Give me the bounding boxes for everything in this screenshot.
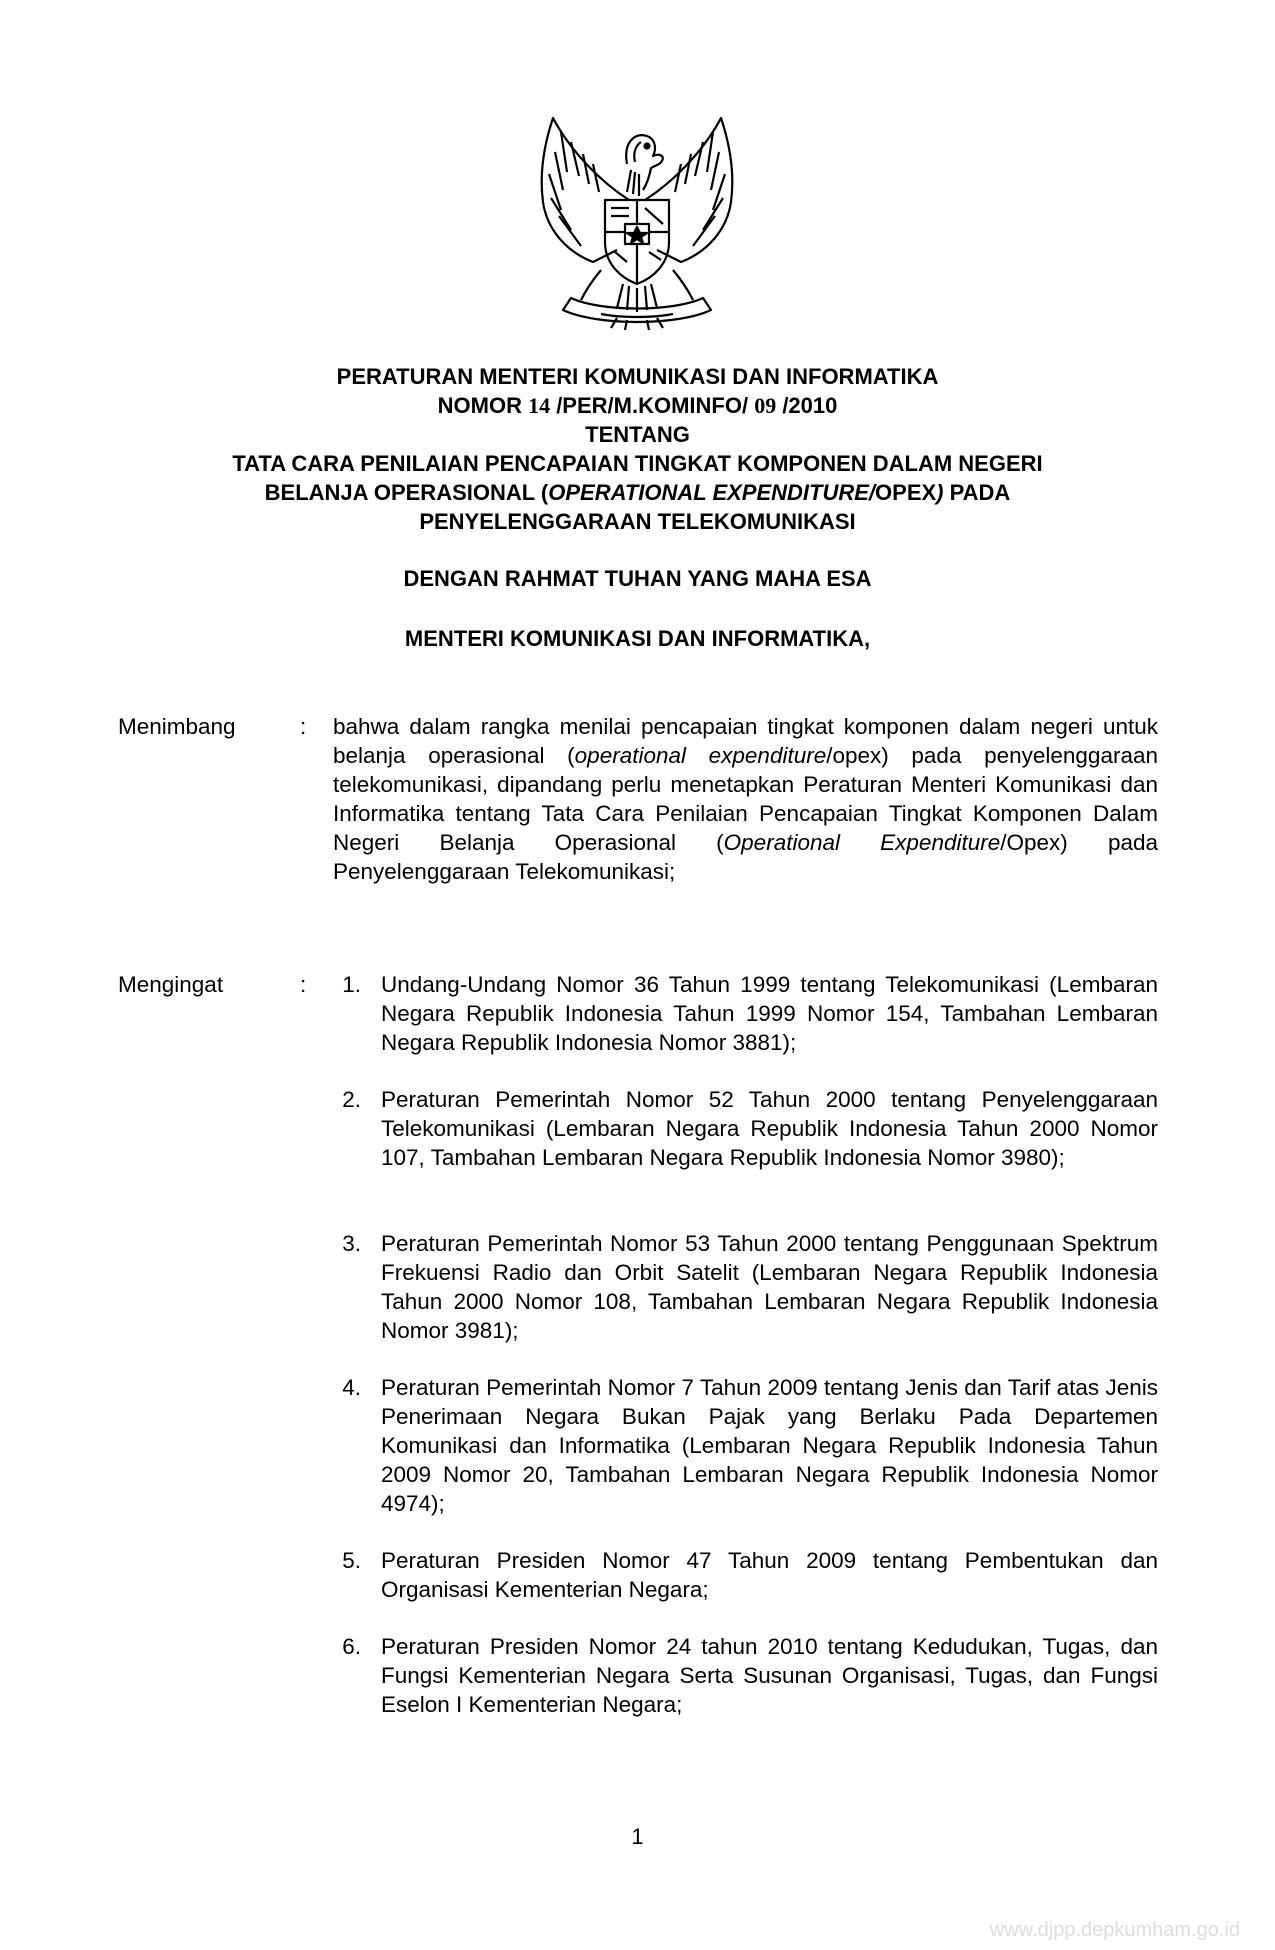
opex-pre: BELANJA OPERASIONAL ( [264, 480, 549, 505]
item-number: 1. [342, 972, 361, 997]
menimbang-text-3: /Opex) pada Penyelenggaraan Telekomunikasi; [333, 830, 1158, 884]
minister-heading: MENTERI KOMUNIKASI DAN INFORMATIKA, [404, 626, 871, 651]
menimbang-italic-2: Operational Expenditure [723, 830, 1001, 855]
regulation-title [100, 362, 1175, 536]
item-number: 2. [342, 1087, 361, 1112]
item-text: Peraturan Pemerintah Nomor 52 Tahun 2000 tentang Penyelenggaraan Telekomunikasi (Lembaran Negara Republik Indonesia Tahun 2000 Nomor 107, Tambahan Lembaran Negara Republik Indonesia Nomor 3980); [381, 1087, 1158, 1170]
item-number: 6. [342, 1634, 361, 1659]
menimbang-label: Menimbang [118, 714, 236, 739]
title-line-tentang: TENTANG [585, 422, 690, 447]
title-line-opex [100, 478, 1175, 507]
opex-close: ) [936, 480, 944, 505]
mengingat-colon: : [300, 972, 307, 997]
nomor-number: 14 [528, 393, 551, 418]
mengingat-label: Mengingat [118, 972, 224, 997]
nomor-year: /2010 [776, 393, 838, 418]
nomor-month: 09 [754, 393, 777, 418]
invocation-heading: DENGAN RAHMAT TUHAN YANG MAHA ESA [403, 566, 872, 591]
menimbang-text-1: bahwa dalam rangka menilai pencapaian tingkat komponen dalam negeri untuk belanja operasional ( [333, 714, 1158, 768]
source-watermark: www.djpp.depkumham.go.id [989, 1919, 1240, 1941]
title-line-subject: TATA CARA PENILAIAN PENCAPAIAN TINGKAT KOMPONEN DALAM NEGERI [232, 451, 1043, 476]
item-number: 4. [342, 1375, 361, 1400]
menimbang-italic-1: operational expenditure [574, 743, 827, 768]
menimbang-text-2: /opex) pada penyelenggaraan telekomunikasi, dipandang perlu menetapkan Peraturan Menteri Komunikasi dan Informatika tentang Tata Cara Penilaian Pencapaian Tingkat Komponen Dalam Negeri Belanja Operasional ( [333, 743, 1158, 855]
opex-post: PADA [943, 480, 1011, 505]
nomor-code: /PER/M.KOMINFO/ [550, 393, 755, 418]
garuda-emblem-icon [531, 112, 743, 332]
item-text: Peraturan Pemerintah Nomor 53 Tahun 2000 tentang Penggunaan Spektrum Frekuensi Radio dan Orbit Satelit (Lembaran Negara Republik Indonesia Tahun 2000 Nomor 108, Tambahan Lembaran Negara Republik Indonesia Nomor 3981); [381, 1231, 1158, 1343]
opex-mid: OPEX [875, 480, 937, 505]
opex-italic: OPERATIONAL EXPENDITURE/ [548, 480, 876, 505]
item-text: Peraturan Presiden Nomor 24 tahun 2010 tentang Kedudukan, Tugas, dan Fungsi Kementerian Negara Serta Susunan Organisasi, Tugas, dan Fungsi Eselon I Kementerian Negara; [381, 1634, 1158, 1717]
garuda-emblem-drawing [531, 112, 743, 332]
title-line-regulation: PERATURAN MENTERI KOMUNIKASI DAN INFORMATIKA [336, 364, 939, 389]
page-number: 1 [631, 1824, 644, 1849]
title-line-telecom: PENYELENGGARAAN TELEKOMUNIKASI [419, 509, 856, 534]
item-text: Peraturan Presiden Nomor 47 Tahun 2009 tentang Pembentukan dan Organisasi Kementerian Negara; [381, 1548, 1158, 1602]
title-line-nomor [100, 391, 1175, 420]
item-text: Undang-Undang Nomor 36 Tahun 1999 tentang Telekomunikasi (Lembaran Negara Republik Indonesia Tahun 1999 Nomor 154, Tambahan Lembaran Negara Republik Indonesia Nomor 3881); [381, 972, 1158, 1055]
menimbang-colon: : [300, 714, 307, 739]
item-number: 5. [342, 1548, 361, 1573]
nomor-label: NOMOR [437, 393, 529, 418]
item-text: Peraturan Pemerintah Nomor 7 Tahun 2009 tentang Jenis dan Tarif atas Jenis Penerimaan Negara Bukan Pajak yang Berlaku Pada Departemen Komunikasi dan Informatika (Lembaran Negara Republik Indonesia Tahun 2009 Nomor 20, Tambahan Lembaran Negara Republik Indonesia Nomor 4974); [381, 1375, 1158, 1516]
menimbang-text [333, 712, 1158, 886]
item-number: 3. [342, 1231, 361, 1256]
